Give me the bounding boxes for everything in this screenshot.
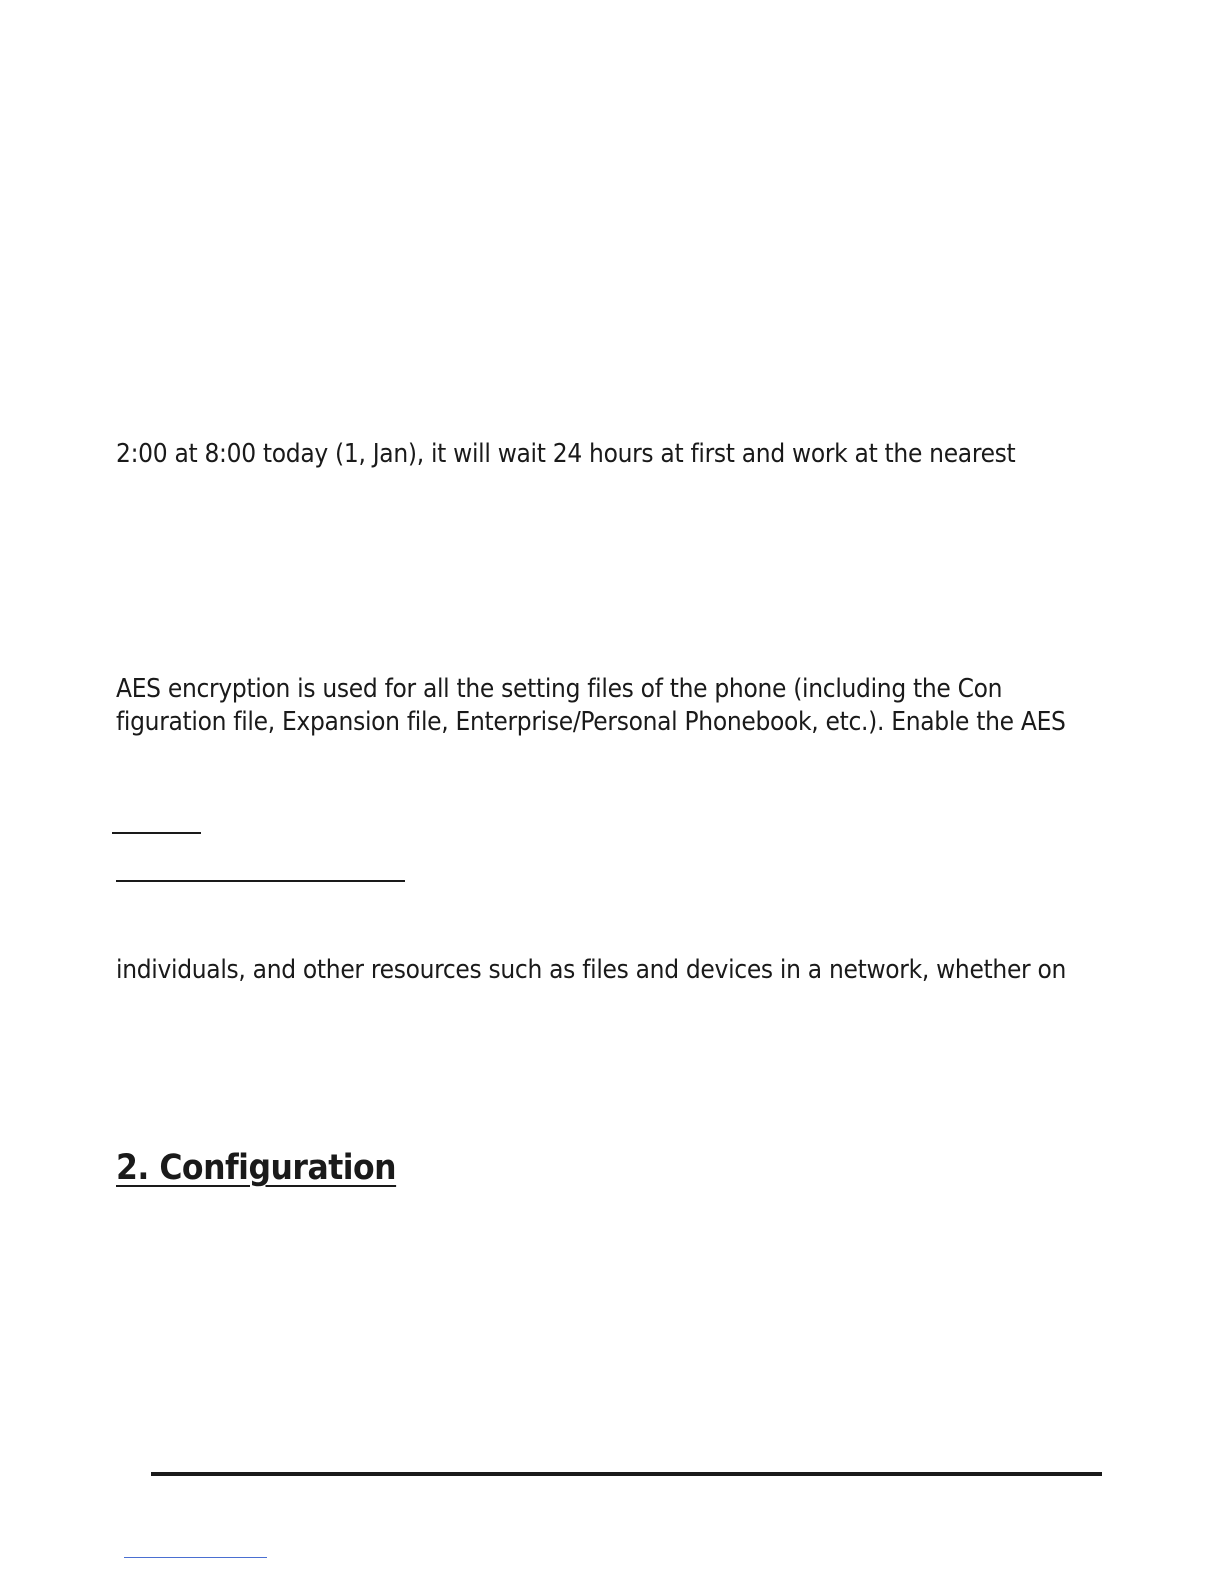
- body-text-line-schedule: 2:00 at 8:00 today (1, Jan), it will wait 24 hours at first and work at the nearest: [116, 439, 1016, 469]
- body-text-line-individuals: individuals, and other resources such as files and devices in a network, whether on: [116, 955, 1067, 985]
- underline-fragment-short: [112, 832, 201, 834]
- underline-fragment-long: [116, 880, 405, 882]
- footer-divider: [151, 1472, 1102, 1476]
- section-heading: 2. Configuration: [116, 1148, 397, 1188]
- body-text-line-aes-2: figuration file, Expansion file, Enterprise/Personal Phonebook, etc.). Enable the AES: [116, 707, 1066, 737]
- body-text-line-aes-1: AES encryption is used for all the setting files of the phone (including the Con: [116, 674, 1003, 704]
- footer-link-underline[interactable]: [124, 1557, 267, 1558]
